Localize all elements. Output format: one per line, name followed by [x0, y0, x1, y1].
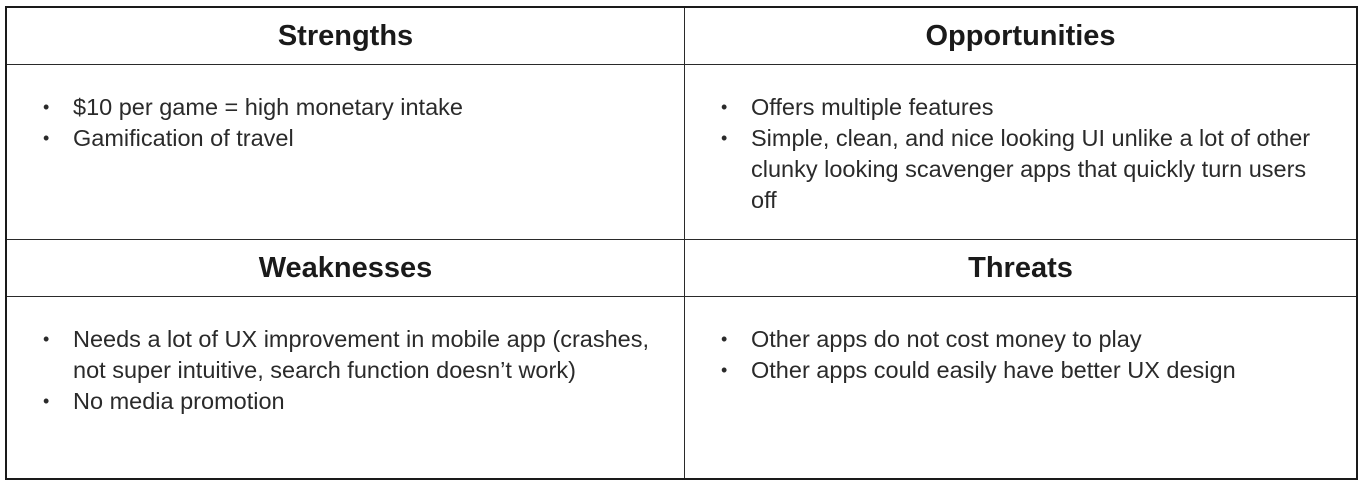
opportunities-item	[709, 123, 1336, 216]
bullet-icon: •	[721, 128, 728, 148]
bullet-icon: •	[721, 329, 728, 349]
bullet-icon: •	[43, 97, 50, 117]
threats-item	[709, 355, 1336, 386]
weaknesses-item-text: Needs a lot of UX improvement in mobile app (crashes, not super intuitive, search function doesn’t work)	[73, 326, 650, 383]
threats-item-text: Other apps do not cost money to play	[751, 326, 1142, 352]
strengths-item-text: $10 per game = high monetary intake	[73, 94, 463, 120]
opportunities-item	[709, 92, 1336, 123]
swot-table	[5, 6, 1358, 480]
strengths-cell	[7, 65, 685, 240]
bullet-icon: •	[43, 329, 50, 349]
weaknesses-title: Weaknesses	[258, 251, 433, 284]
bullet-icon: •	[721, 97, 728, 117]
bullet-icon: •	[43, 391, 50, 411]
strengths-list	[31, 92, 664, 154]
threats-item-text: Other apps could easily have better UX design	[751, 357, 1236, 383]
strengths-item-text: Gamification of travel	[73, 125, 294, 151]
opportunities-item-text: Offers multiple features	[751, 94, 994, 120]
strengths-item	[31, 92, 664, 123]
threats-title: Threats	[968, 251, 1073, 284]
threats-item	[709, 324, 1336, 355]
threats-header	[685, 240, 1356, 297]
weaknesses-cell	[7, 297, 685, 478]
threats-list	[709, 324, 1336, 386]
threats-cell	[685, 297, 1356, 478]
opportunities-header	[685, 8, 1356, 65]
opportunities-item-text: Simple, clean, and nice looking UI unlike a lot of other clunky looking scavenger apps that quickly turn users off	[751, 125, 1311, 213]
weaknesses-header	[7, 240, 685, 297]
opportunities-cell	[685, 65, 1356, 240]
weaknesses-item-text: No media promotion	[73, 388, 285, 414]
opportunities-list	[709, 92, 1336, 216]
weaknesses-list	[31, 324, 664, 417]
strengths-title: Strengths	[277, 19, 414, 52]
weaknesses-item	[31, 324, 664, 386]
bullet-icon: •	[43, 128, 50, 148]
opportunities-title: Opportunities	[925, 19, 1116, 52]
bullet-icon: •	[721, 360, 728, 380]
weaknesses-item	[31, 386, 664, 417]
strengths-header	[7, 8, 685, 65]
strengths-item	[31, 123, 664, 154]
